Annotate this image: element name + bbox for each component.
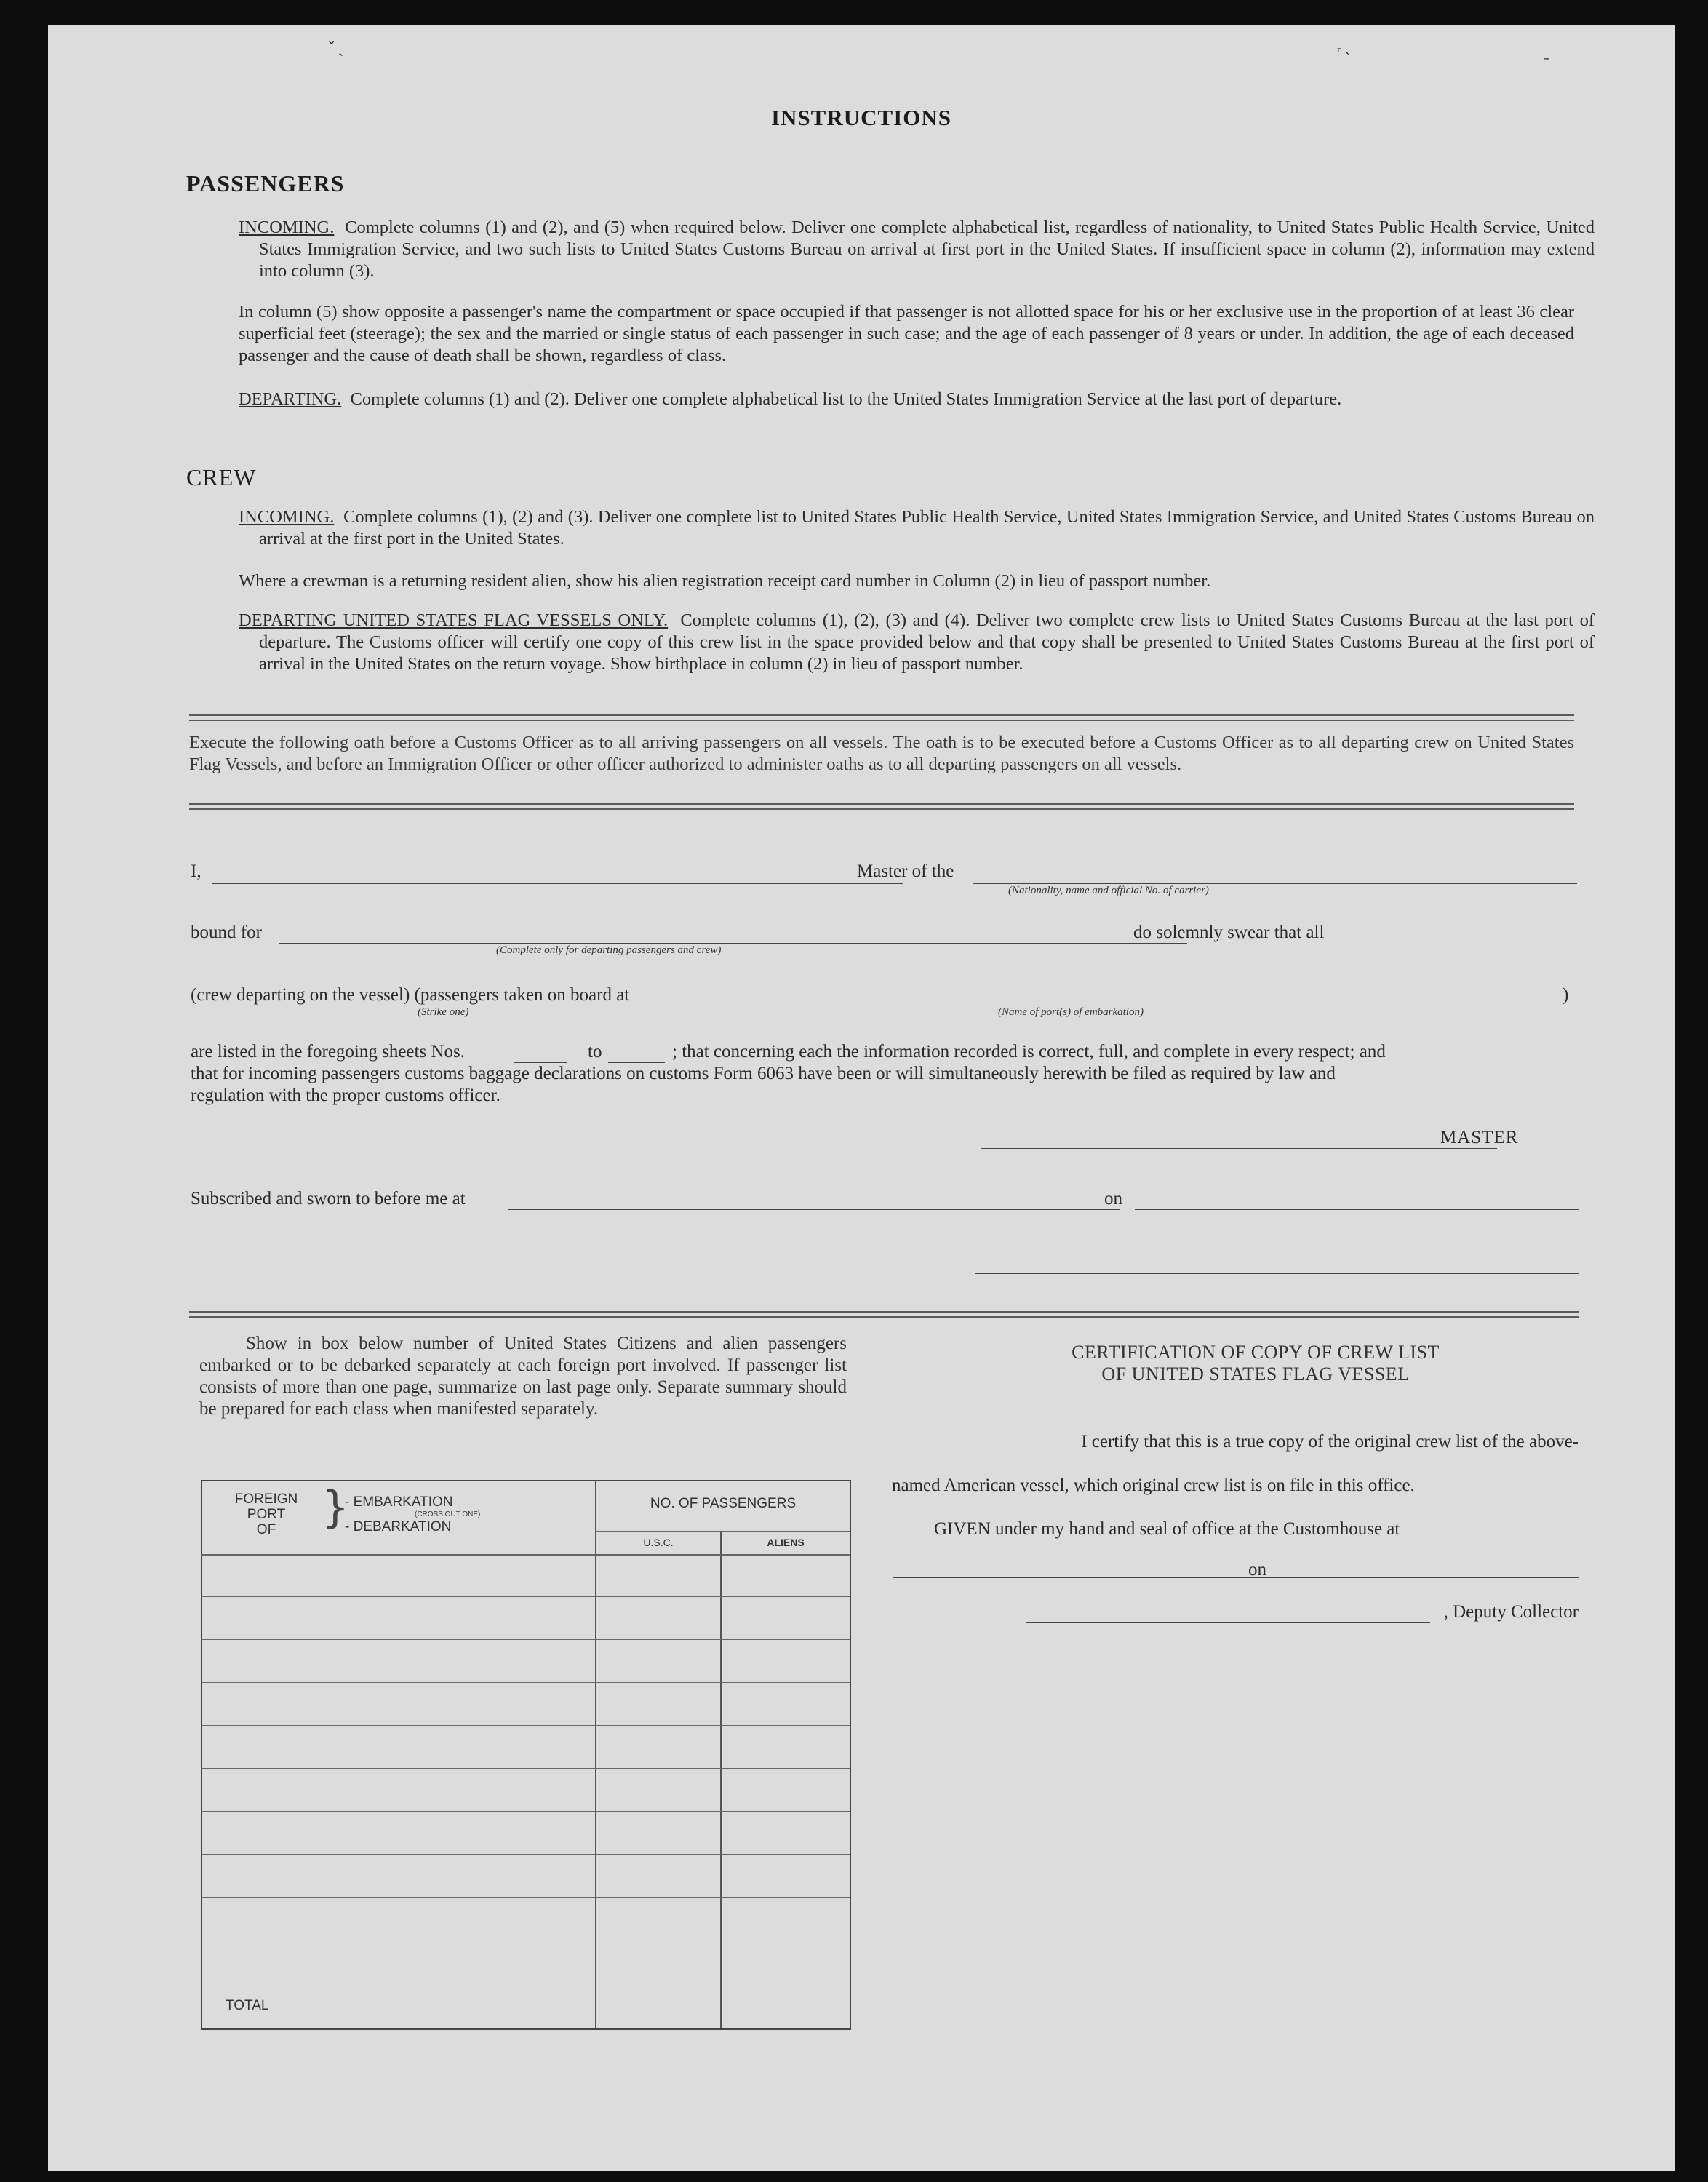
nationality-caption: (Nationality, name and official No. of carrier) xyxy=(1008,885,1209,896)
header-debarkation: - DEBARKATION xyxy=(345,1519,452,1534)
subscribed-date-line[interactable] xyxy=(1135,1209,1579,1210)
officer-signature-line[interactable] xyxy=(975,1273,1579,1274)
master-of-label: Master of the xyxy=(857,861,954,881)
subscribed-place-line[interactable] xyxy=(508,1209,1120,1210)
summary-instruction: Show in box below number of United States Citizens and alien passengers embarked or to be debarked separately at each foreign port involved. If passenger list consists of more than one page, summarize on last page only. Separate summary should be prepared for each class when manifested separately. xyxy=(199,1334,847,1419)
subscribed-on-label: on xyxy=(1104,1189,1122,1209)
given-text: GIVEN under my hand and seal of office at the Customhouse at xyxy=(934,1519,1400,1539)
scan-mark-icon: ˇ ˎ xyxy=(329,38,344,56)
certification-title-line1: CERTIFICATION OF COPY OF CREW LIST xyxy=(1072,1342,1440,1363)
document-page xyxy=(48,25,1675,2171)
passengers-heading: PASSENGERS xyxy=(186,170,345,196)
passengers-column5-paragraph: In column (5) show opposite a passenger's name the compartment or space occupied if that passenger is not allotted space for his or her exclusive use in the proportion of at least 36 clear superficial feet (steerage); the sex and the married or single status of each passenger in such case; and the age of each passenger of 8 years or under. In addition, the age of each deceased passenger and the cause of death shall be shown, regardless of class. xyxy=(239,302,1574,365)
oath-i-label: I, xyxy=(191,861,201,881)
header-bottom-line xyxy=(201,1554,850,1556)
strike-one-caption: (Strike one) xyxy=(418,1006,469,1018)
crew-resident-paragraph: Where a crewman is a returning resident alien, show his alien registration receipt card number in Column (2) in lieu of passport number. xyxy=(239,571,1211,591)
table-row-line xyxy=(201,1725,850,1726)
total-label: TOTAL xyxy=(226,1998,269,2013)
table-row-line xyxy=(201,1897,850,1898)
table-row-line xyxy=(201,1768,850,1769)
sheet-to-line[interactable] xyxy=(608,1062,665,1063)
master-signature-label: MASTER xyxy=(1440,1128,1519,1147)
separator-double-rule xyxy=(189,714,1574,721)
complete-caption: (Complete only for departing passengers and crew) xyxy=(496,944,722,956)
crew-incoming-paragraph xyxy=(239,506,1595,550)
header-foreign-port xyxy=(220,1492,313,1537)
table-row-line xyxy=(201,1811,850,1812)
col-divider-usc xyxy=(720,1531,722,2028)
master-name-line[interactable] xyxy=(212,883,903,884)
page-title: INSTRUCTIONS xyxy=(770,105,951,130)
certify-line1: I certify that this is a true copy of the original crew list of the above- xyxy=(1081,1432,1579,1452)
table-row-line xyxy=(201,1596,850,1597)
passengers-incoming-paragraph xyxy=(239,217,1595,282)
crew-departing-text: Complete columns (1), (2), (3) and (4). Deliver two complete crew lists to United States Customs Bureau at the last port of departure. The Customs officer will certify one copy of this crew list in the space provided below and that copy shall be presented to United States Customs Bureau at the first port of arrival in the United States on the return voyage. Show birthplace in column (2) in lieu of passport number. xyxy=(259,610,1595,674)
header-embarkation: - EMBARKATION xyxy=(345,1494,453,1510)
table-row-line xyxy=(201,1854,850,1855)
passengers-departing-label: DEPARTING. xyxy=(239,389,342,409)
passengers-incoming-text: Complete columns (1) and (2), and (5) when required below. Deliver one complete alphabetical list, regardless of nationality, to United States Public Health Service, United States Immigration Service, and two such lists to United States Customs Bureau on arrival at first port in the United States. If insufficient space in column (2), information may extend into column (3). xyxy=(259,218,1595,281)
scan-mark-icon: ˉ xyxy=(1544,54,1549,72)
deputy-signature-line[interactable] xyxy=(1026,1622,1430,1623)
brace-icon: } xyxy=(322,1482,350,1533)
passengers-departing-text: Complete columns (1) and (2). Deliver one complete alphabetical list to the United States Immigration Service at the last port of departure. xyxy=(350,389,1342,409)
bound-for-label: bound for xyxy=(191,923,262,942)
certify-line2: named American vessel, which original crew list is on file in this office. xyxy=(892,1476,1415,1495)
header-port: PORT xyxy=(247,1507,286,1522)
header-usc: U.S.C. xyxy=(643,1537,674,1548)
listed-line3: regulation with the proper customs officer. xyxy=(191,1086,500,1105)
close-paren: ) xyxy=(1563,985,1569,1005)
port-caption: (Name of port(s) of embarkation) xyxy=(998,1006,1144,1018)
passengers-incoming-label: INCOMING. xyxy=(239,218,335,237)
listed-line2: that for incoming passengers customs baggage declarations on customs Form 6063 have been or will simultaneously herewith be filed as required by law and xyxy=(191,1064,1336,1083)
bound-for-line[interactable] xyxy=(279,943,1187,944)
crew-incoming-label: INCOMING. xyxy=(239,507,335,527)
table-row-line xyxy=(201,1639,850,1640)
subscribed-label: Subscribed and sworn to before me at xyxy=(191,1189,466,1209)
header-subdivider xyxy=(595,1531,850,1532)
crew-departing-label: DEPARTING UNITED STATES FLAG VESSELS ONLY. xyxy=(239,610,669,630)
scan-mark-icon: ᵣ ˎ xyxy=(1337,36,1350,55)
listed-rest-line1: ; that concerning each the information recorded is correct, full, and complete in every respect; and xyxy=(672,1042,1386,1062)
header-foreign: FOREIGN xyxy=(234,1492,298,1507)
crew-incoming-text: Complete columns (1), (2) and (3). Deliver one complete list to United States Public Health Service, United States Immigration Service, and United States Customs Bureau on arrival at the first port in the United States. xyxy=(259,507,1595,549)
listed-to: to xyxy=(588,1042,602,1062)
carrier-line[interactable] xyxy=(973,883,1577,884)
sheet-from-line[interactable] xyxy=(514,1062,567,1063)
col-divider-port xyxy=(595,1480,596,2028)
given-date-line[interactable] xyxy=(1276,1577,1579,1578)
separator-double-rule-3 xyxy=(189,1311,1579,1318)
crew-departing-strike-text: (crew departing on the vessel) (passengers taken on board at xyxy=(191,985,630,1005)
crew-departing-paragraph xyxy=(239,610,1595,675)
table-row-line xyxy=(201,1682,850,1683)
certification-title-line2: OF UNITED STATES FLAG VESSEL xyxy=(1101,1363,1410,1385)
master-signature-line[interactable] xyxy=(981,1148,1497,1149)
header-cross-out: (CROSS OUT ONE) xyxy=(415,1510,481,1518)
given-on-label: on xyxy=(1248,1560,1266,1580)
header-no-passengers: NO. OF PASSENGERS xyxy=(650,1496,797,1511)
crew-heading: CREW xyxy=(186,464,257,490)
customhouse-line[interactable] xyxy=(893,1577,1285,1578)
header-of: OF xyxy=(256,1522,276,1537)
header-aliens: ALIENS xyxy=(767,1537,805,1548)
oath-instruction: Execute the following oath before a Customs Officer as to all arriving passengers on all vessels. The oath is to be executed before a Customs Officer as to all departing crew on United States Flag Vessels, and before an Immigration Officer or other officer authorized to administer oaths as to all departing passengers on all vessels. xyxy=(189,733,1574,774)
certification-title xyxy=(921,1342,1590,1385)
separator-double-rule-2 xyxy=(189,803,1574,810)
passengers-departing-paragraph xyxy=(239,389,1595,410)
deputy-collector-label: , Deputy Collector xyxy=(1443,1602,1579,1622)
listed-prefix: are listed in the foregoing sheets Nos. xyxy=(191,1042,465,1062)
passenger-summary-table xyxy=(201,1480,851,2030)
swear-text: do solemnly swear that all xyxy=(1133,923,1325,942)
